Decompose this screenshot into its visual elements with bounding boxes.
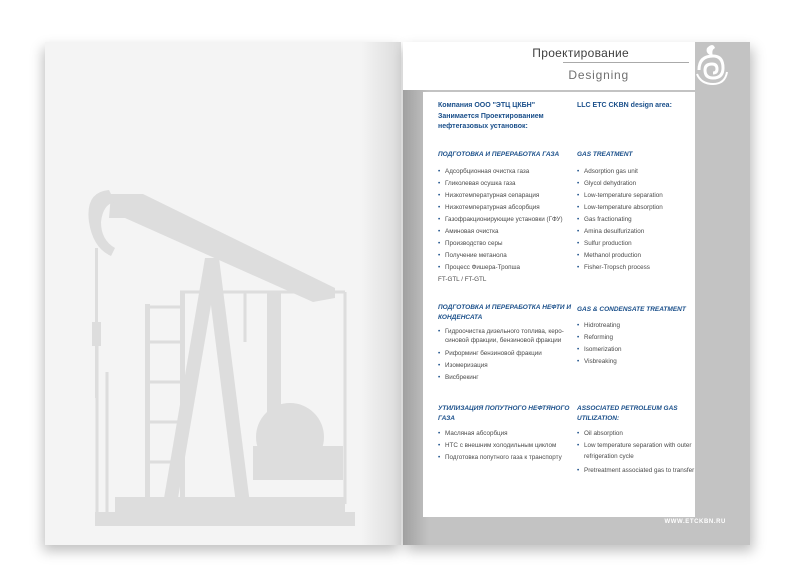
right-page bbox=[403, 42, 750, 545]
list-item: • Hidrotreating bbox=[577, 320, 695, 332]
list-item: • Риформинг бензиновой фракции bbox=[438, 348, 573, 360]
section-title: GAS TREATMENT bbox=[577, 151, 633, 158]
list-item: • Gas fractionating bbox=[577, 214, 695, 226]
book-spine-shadow bbox=[361, 42, 401, 545]
list-item: • Процесс Фишера-Тропша bbox=[438, 262, 573, 274]
list-item: • Low temperature separation with outer refrigeration cycle bbox=[577, 440, 695, 462]
list-item: • Гидроочистка дизельного топлива, керо-синовой фракции, бензиновой фракции bbox=[438, 328, 573, 345]
list-item: • НТС с внешним холодильным циклом bbox=[438, 440, 573, 452]
list-item: • Methanol production bbox=[577, 250, 695, 262]
list-item: • Reforming bbox=[577, 332, 695, 344]
section-title: УТИЛИЗАЦИЯ ПОПУТНОГО НЕФТЯНОГО ГАЗА bbox=[438, 405, 570, 422]
header-band bbox=[403, 42, 695, 90]
section-apg-en bbox=[577, 404, 695, 477]
list-item: • Amina desulfurization bbox=[577, 226, 695, 238]
intro-ru: Компания ООО "ЭТЦ ЦКБН" Занимается Проектированием нефтегазовых установок: bbox=[438, 102, 544, 130]
list-item: • Fisher-Tropsch process bbox=[577, 262, 695, 274]
list-item: • Газофракционирующие установки (ГФУ) bbox=[438, 214, 573, 226]
content-panel bbox=[423, 92, 695, 517]
list-item: • Изомеризация bbox=[438, 360, 573, 372]
section-oil-en bbox=[577, 305, 695, 368]
list-item: • Pretreatment associated gas to transfer bbox=[577, 465, 695, 477]
intro-en: LLC ETC CKBN design area: bbox=[577, 102, 672, 109]
section-gas-en bbox=[577, 150, 695, 274]
list-item: • Висбрекинг bbox=[438, 372, 573, 384]
section-title: ПОДГОТОВКА И ПЕРЕРАБОТКА НЕФТИ И КОНДЕНСАТА bbox=[438, 304, 572, 321]
list-item: • Адсорбционная очистка газа bbox=[438, 166, 573, 178]
section-gas-ru bbox=[438, 150, 573, 286]
oil-pump-jack-silhouette bbox=[45, 42, 401, 545]
section-apg-ru bbox=[438, 404, 573, 464]
list-item: • Подготовка попутного газа к транспорту bbox=[438, 452, 573, 464]
section-title: GAS & CONDENSATE TREATMENT bbox=[577, 306, 686, 313]
list-item: • Гликолевая осушка газа bbox=[438, 178, 573, 190]
section-title: ПОДГОТОВКА И ПЕРЕРАБОТКА ГАЗА bbox=[438, 151, 560, 158]
list-item: • Isomerization bbox=[577, 344, 695, 356]
left-page bbox=[45, 42, 401, 545]
list-item: • Oil absorption bbox=[577, 428, 695, 440]
list-item: • Low-temperature absorption bbox=[577, 202, 695, 214]
flame-swirl-logo-icon bbox=[693, 42, 729, 88]
list-item: • Visbreaking bbox=[577, 356, 695, 368]
list-item: • Низкотемпературная абсорбция bbox=[438, 202, 573, 214]
website-url: WWW.ETCKBN.RU bbox=[664, 519, 726, 525]
list-extra: FT-GTL / FT-GTL bbox=[438, 276, 487, 283]
list-item: • Adsorption gas unit bbox=[577, 166, 695, 178]
list-item: • Низкотемпературная сепарация bbox=[438, 190, 573, 202]
list-item: • Glycol dehydration bbox=[577, 178, 695, 190]
list-item: • Low-temperature separation bbox=[577, 190, 695, 202]
section-oil-ru bbox=[438, 303, 573, 384]
page-title-ru: Проектирование bbox=[532, 46, 629, 60]
list-item: • Получение метанола bbox=[438, 250, 573, 262]
section-title: ASSOCIATED PETROLEUM GAS UTILIZATION: bbox=[577, 405, 678, 422]
list-item: • Аминовая очистка bbox=[438, 226, 573, 238]
header-divider bbox=[563, 62, 689, 63]
list-item: • Производство серы bbox=[438, 238, 573, 250]
page-title-en: Designing bbox=[568, 68, 629, 82]
list-item: • Sulfur production bbox=[577, 238, 695, 250]
list-item: • Масляная абсорбция bbox=[438, 428, 573, 440]
